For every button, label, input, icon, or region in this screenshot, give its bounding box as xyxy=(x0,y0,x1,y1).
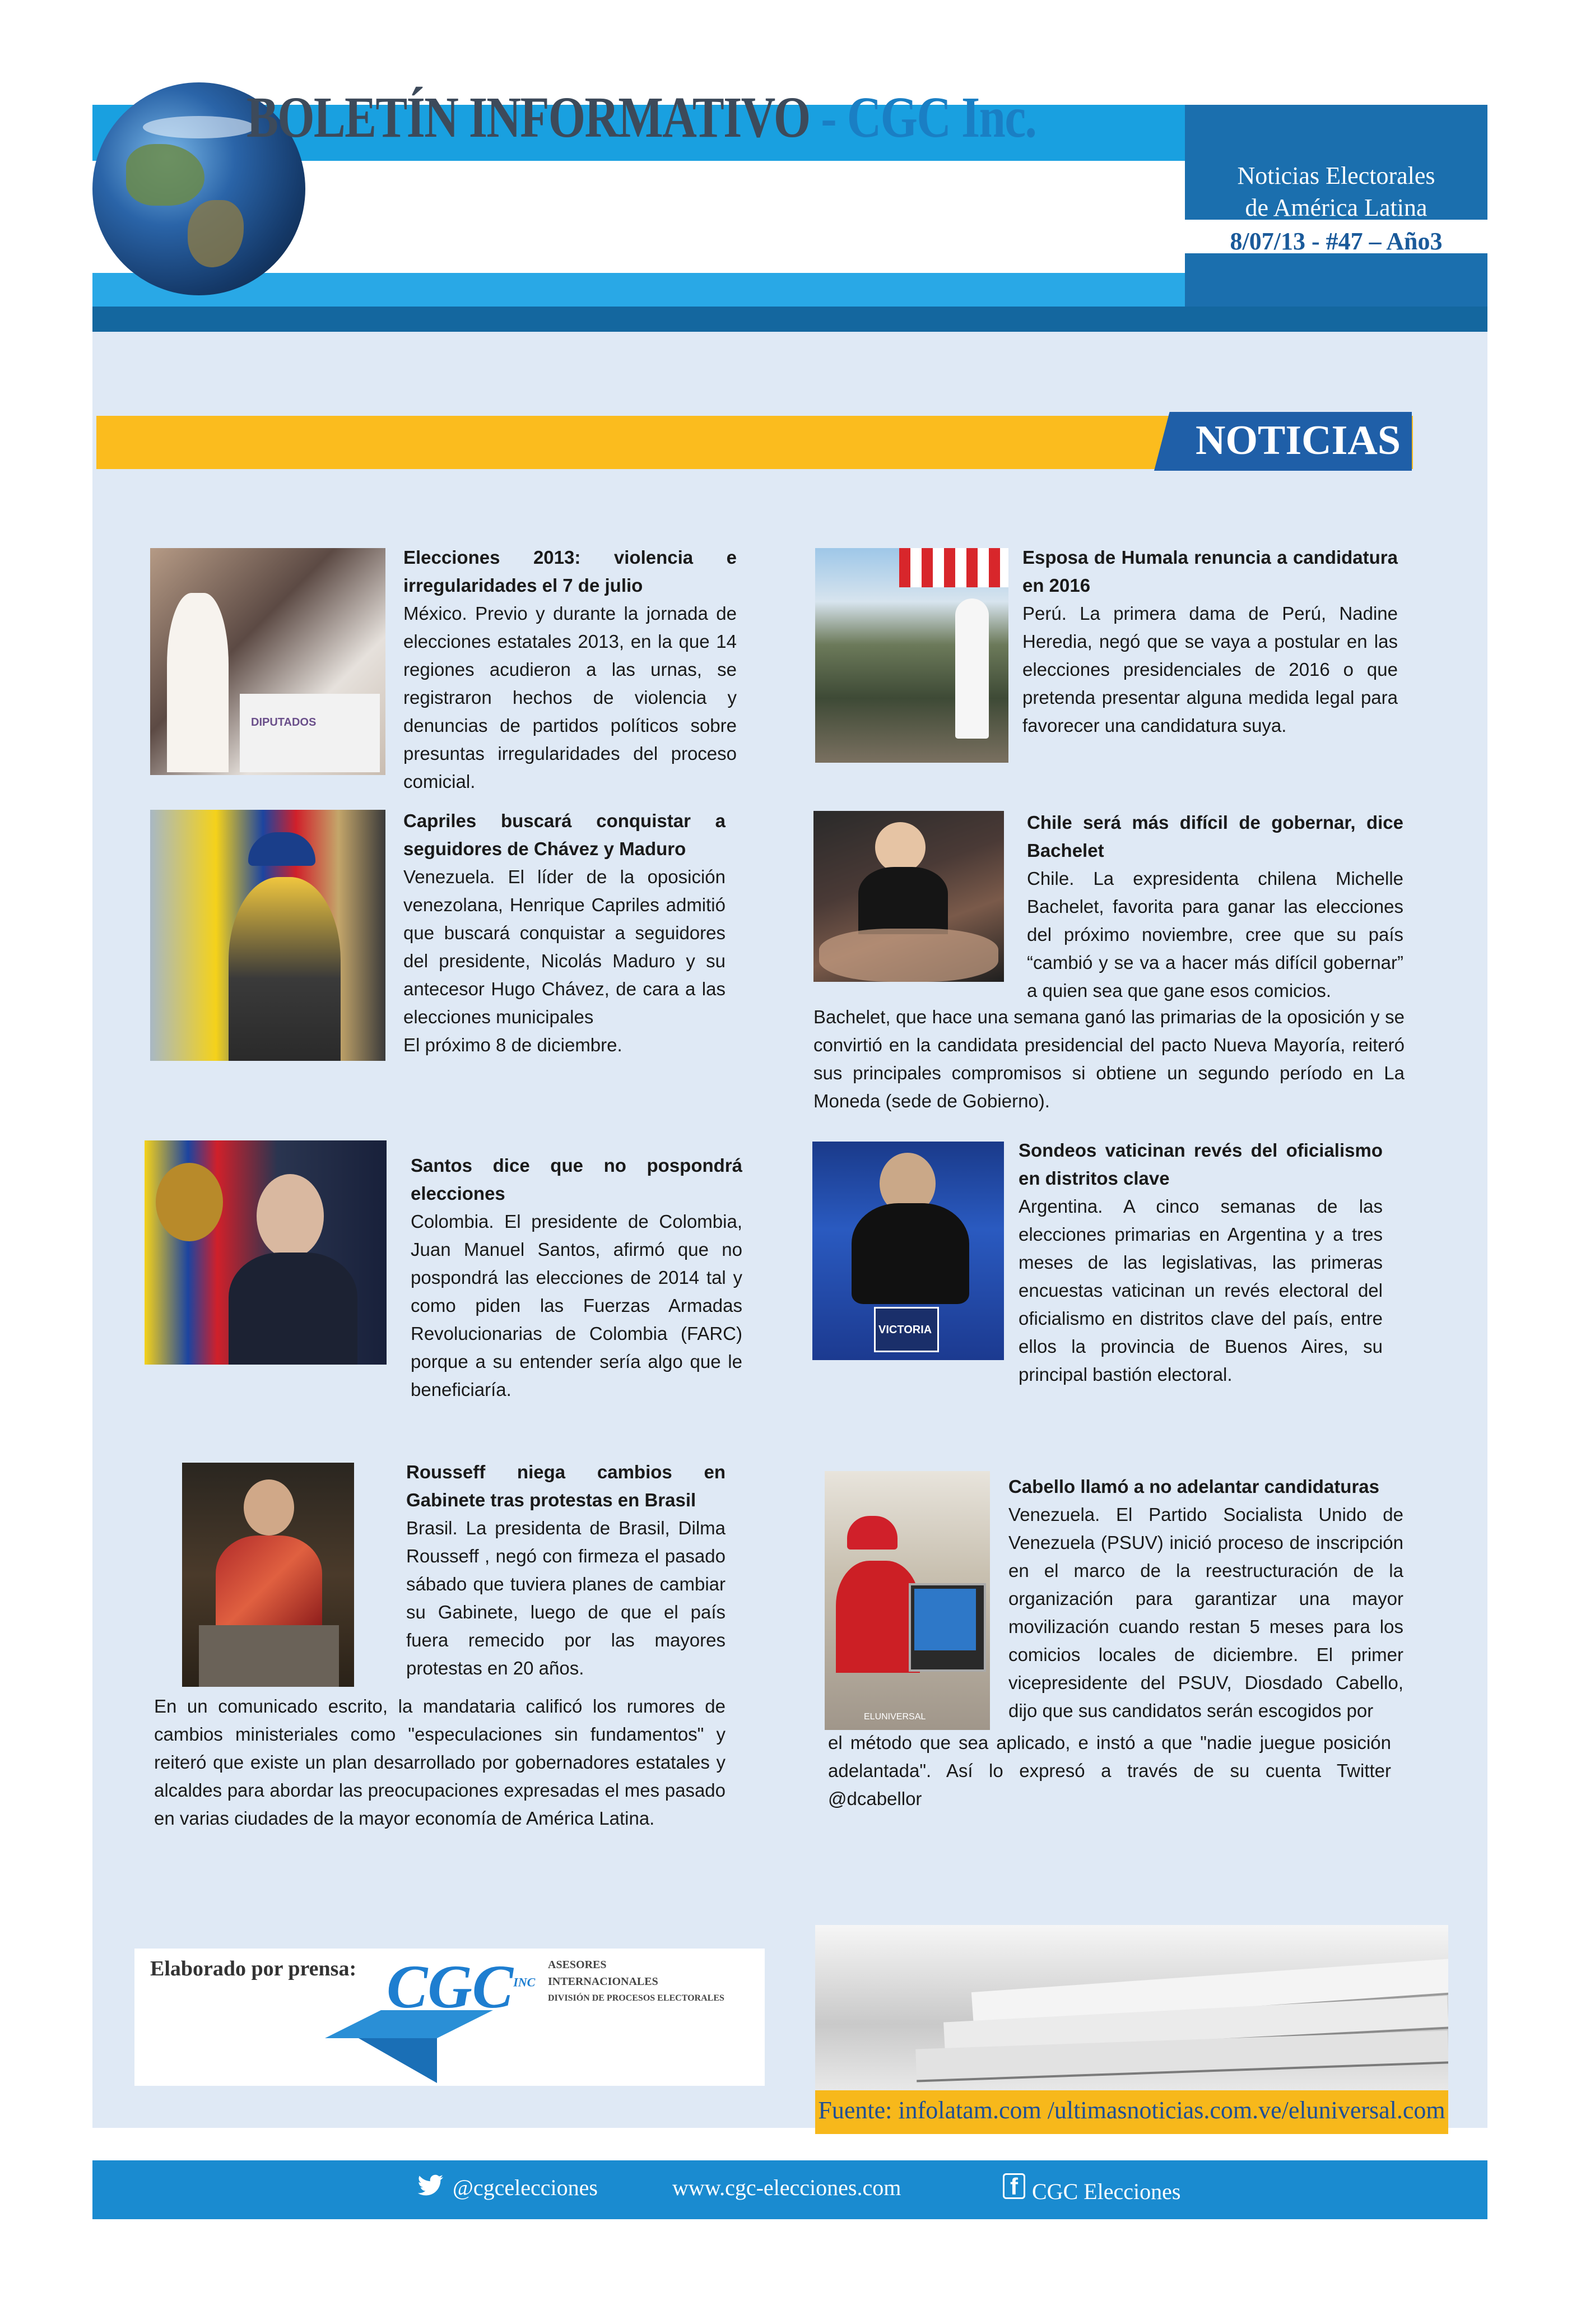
article-body: Brasil. La presidenta de Brasil, Dilma Rousseff , negó con firmeza el pasado sábado que tuviera planes de cambiar su Gabinete, luego de que el país fuera remecido por las mayores protestas en 20 años. xyxy=(406,1518,726,1678)
newspaper-photo xyxy=(815,1925,1448,2090)
article-argentina xyxy=(1019,1137,1383,1389)
article-headline: Sondeos vaticinan revés del oficialismo en distritos clave xyxy=(1019,1140,1383,1189)
article-photo-bachelet xyxy=(813,811,1004,982)
article-headline: Elecciones 2013: violencia e irregularidades el 7 de julio xyxy=(403,547,737,596)
article-photo-argentina: VICTORIA xyxy=(812,1142,1004,1360)
article-bachelet xyxy=(1027,809,1403,1005)
issue-number: 8/07/13 - #47 – Año3 xyxy=(1230,228,1443,255)
article-photo-peru xyxy=(815,548,1008,763)
article-body: Perú. La primera dama de Perú, Nadine Heredia, negó que se vaya a postular en las elecciones presidenciales de 2016 o que pretenda presentar alguna medida legal para favorecer una candidatura suya. xyxy=(1022,603,1398,736)
article-body: Chile. La expresidenta chilena Michelle Bachelet, favorita para ganar las elecciones del próximo noviembre, cree que su país “cambió y se va a hacer más difícil gobernar” a quien sea que gane esos comicios. xyxy=(1027,868,1403,1001)
article-capriles xyxy=(403,807,726,1059)
article-peru xyxy=(1022,544,1398,740)
twitter-handle[interactable]: @cgcelecciones xyxy=(453,2175,598,2200)
article-body: Venezuela. El Partido Socialista Unido de Venezuela (PSUV) inició proceso de inscripción en el marco de la reestructuración de la organización para garantizar una mayor movilización cuando restan 5 meses para los comicios locales de diciembre. El primer vicepresidente del PSUV, Diosdado Cabello, dijo que sus candidatos serán escogidos por xyxy=(1008,1504,1403,1721)
brand-name: $CGC^{INC}$ xyxy=(387,1952,536,2021)
article-body: México. Previo y durante la jornada de elecciones estatales 2013, en la que 14 regiones acudieron a las urnas, se registraron hechos de violencia y denuncias de partidos políticos sobre presuntas irregularidades del proceso comicial. xyxy=(403,603,737,792)
article-body: Argentina. A cinco semanas de las elecciones primarias en Argentina y a tres meses de las legislativas, las primeras encuestas vaticinan un revés electoral del oficialismo en distritos clave del país, entre ellos la provincia de Buenos Aires, su principal bastión electoral. xyxy=(1019,1196,1383,1385)
article-headline: Capriles buscará conquistar a seguidores de Chávez y Maduro xyxy=(403,810,726,859)
article-mexico xyxy=(403,544,737,796)
article-photo-capriles xyxy=(150,810,385,1061)
article-bachelet-continued: Bachelet, que hace una semana ganó las primarias de la oposición y se convirtió en la candidata presidencial del pacto Nueva Mayoría, reiteró sus principales compromisos si obtiene un segundo período en La Moneda (sede de Gobierno). xyxy=(813,1006,1405,1111)
source-text: Fuente: infolatam.com /ultimasnoticias.com.ve/eluniversal.com xyxy=(818,2096,1445,2124)
section-title: NOTICIAS xyxy=(1196,418,1401,463)
article-body: Venezuela. El líder de la oposición venezolana, Henrique Capriles admitió que buscará conquistar a seguidores del presidente, Nicolás Maduro y su antecesor Hugo Chávez, de cara a las elecciones municipales xyxy=(403,866,726,1027)
article-photo-rousseff xyxy=(182,1463,354,1687)
producer-logo-box xyxy=(134,1949,765,2086)
article-rousseff-continued: En un comunicado escrito, la mandataria calificó los rumores de cambios ministeriales como "especulaciones sin fundamentos" y reiteró que existe un plan desarrollado por gobernadores estatales y alcaldes para abordar las preocupaciones expresadas el mes pasado en varias ciudades de la mayor economía de América Latina. xyxy=(154,1696,726,1829)
header-subtitle-line1: Noticias Electorales xyxy=(1237,162,1435,189)
article-headline: Esposa de Humala renuncia a candidatura en 2016 xyxy=(1022,547,1398,596)
newsletter-title: BOLETÍN INFORMATIVO - CGC Inc. xyxy=(247,85,1036,150)
article-body: Colombia. El presidente de Colombia, Juan Manuel Santos, afirmó que no pospondrá las elecciones de 2014 tal y como piden las Fuerzas Armadas Revolucionarias de Colombia (FARC) porque a su entender sería algo que le beneficiaría. xyxy=(411,1211,742,1400)
facebook-page[interactable]: CGC Elecciones xyxy=(1032,2179,1181,2204)
article-headline: Santos dice que no pospondrá elecciones xyxy=(411,1155,742,1204)
brand-tagline: ASESORES INTERNACIONALES DIVISIÓN DE PROCESOS ELECTORALES xyxy=(548,1959,724,2003)
article-photo-cabello: ELUNIVERSAL xyxy=(825,1471,990,1730)
article-cabello-continued: el método que sea aplicado, e instó a que "nadie juegue posición adelantada". Así lo expresó a través de su cuenta Twitter @dcabellor xyxy=(828,1732,1391,1809)
article-headline: Rousseff niega cambios en Gabinete tras protestas en Brasil xyxy=(406,1462,726,1510)
twitter-icon xyxy=(417,2174,444,2197)
facebook-icon: f xyxy=(1003,2173,1025,2199)
article-body-extra: El próximo 8 de diciembre. xyxy=(403,1035,622,1055)
article-santos xyxy=(411,1152,742,1404)
website-link[interactable]: www.cgc-elecciones.com xyxy=(672,2175,901,2200)
article-rousseff xyxy=(406,1458,726,1682)
article-cabello xyxy=(1008,1473,1403,1725)
article-photo-santos xyxy=(145,1140,387,1365)
article-photo-mexico: DIPUTADOS xyxy=(150,548,385,775)
header-subtitle-line2: de América Latina xyxy=(1245,194,1427,221)
article-headline: Cabello llamó a no adelantar candidaturas xyxy=(1008,1476,1380,1497)
producer-label: Elaborado por prensa: xyxy=(150,1957,357,1980)
article-headline: Chile será más difícil de gobernar, dice Bachelet xyxy=(1027,812,1403,861)
